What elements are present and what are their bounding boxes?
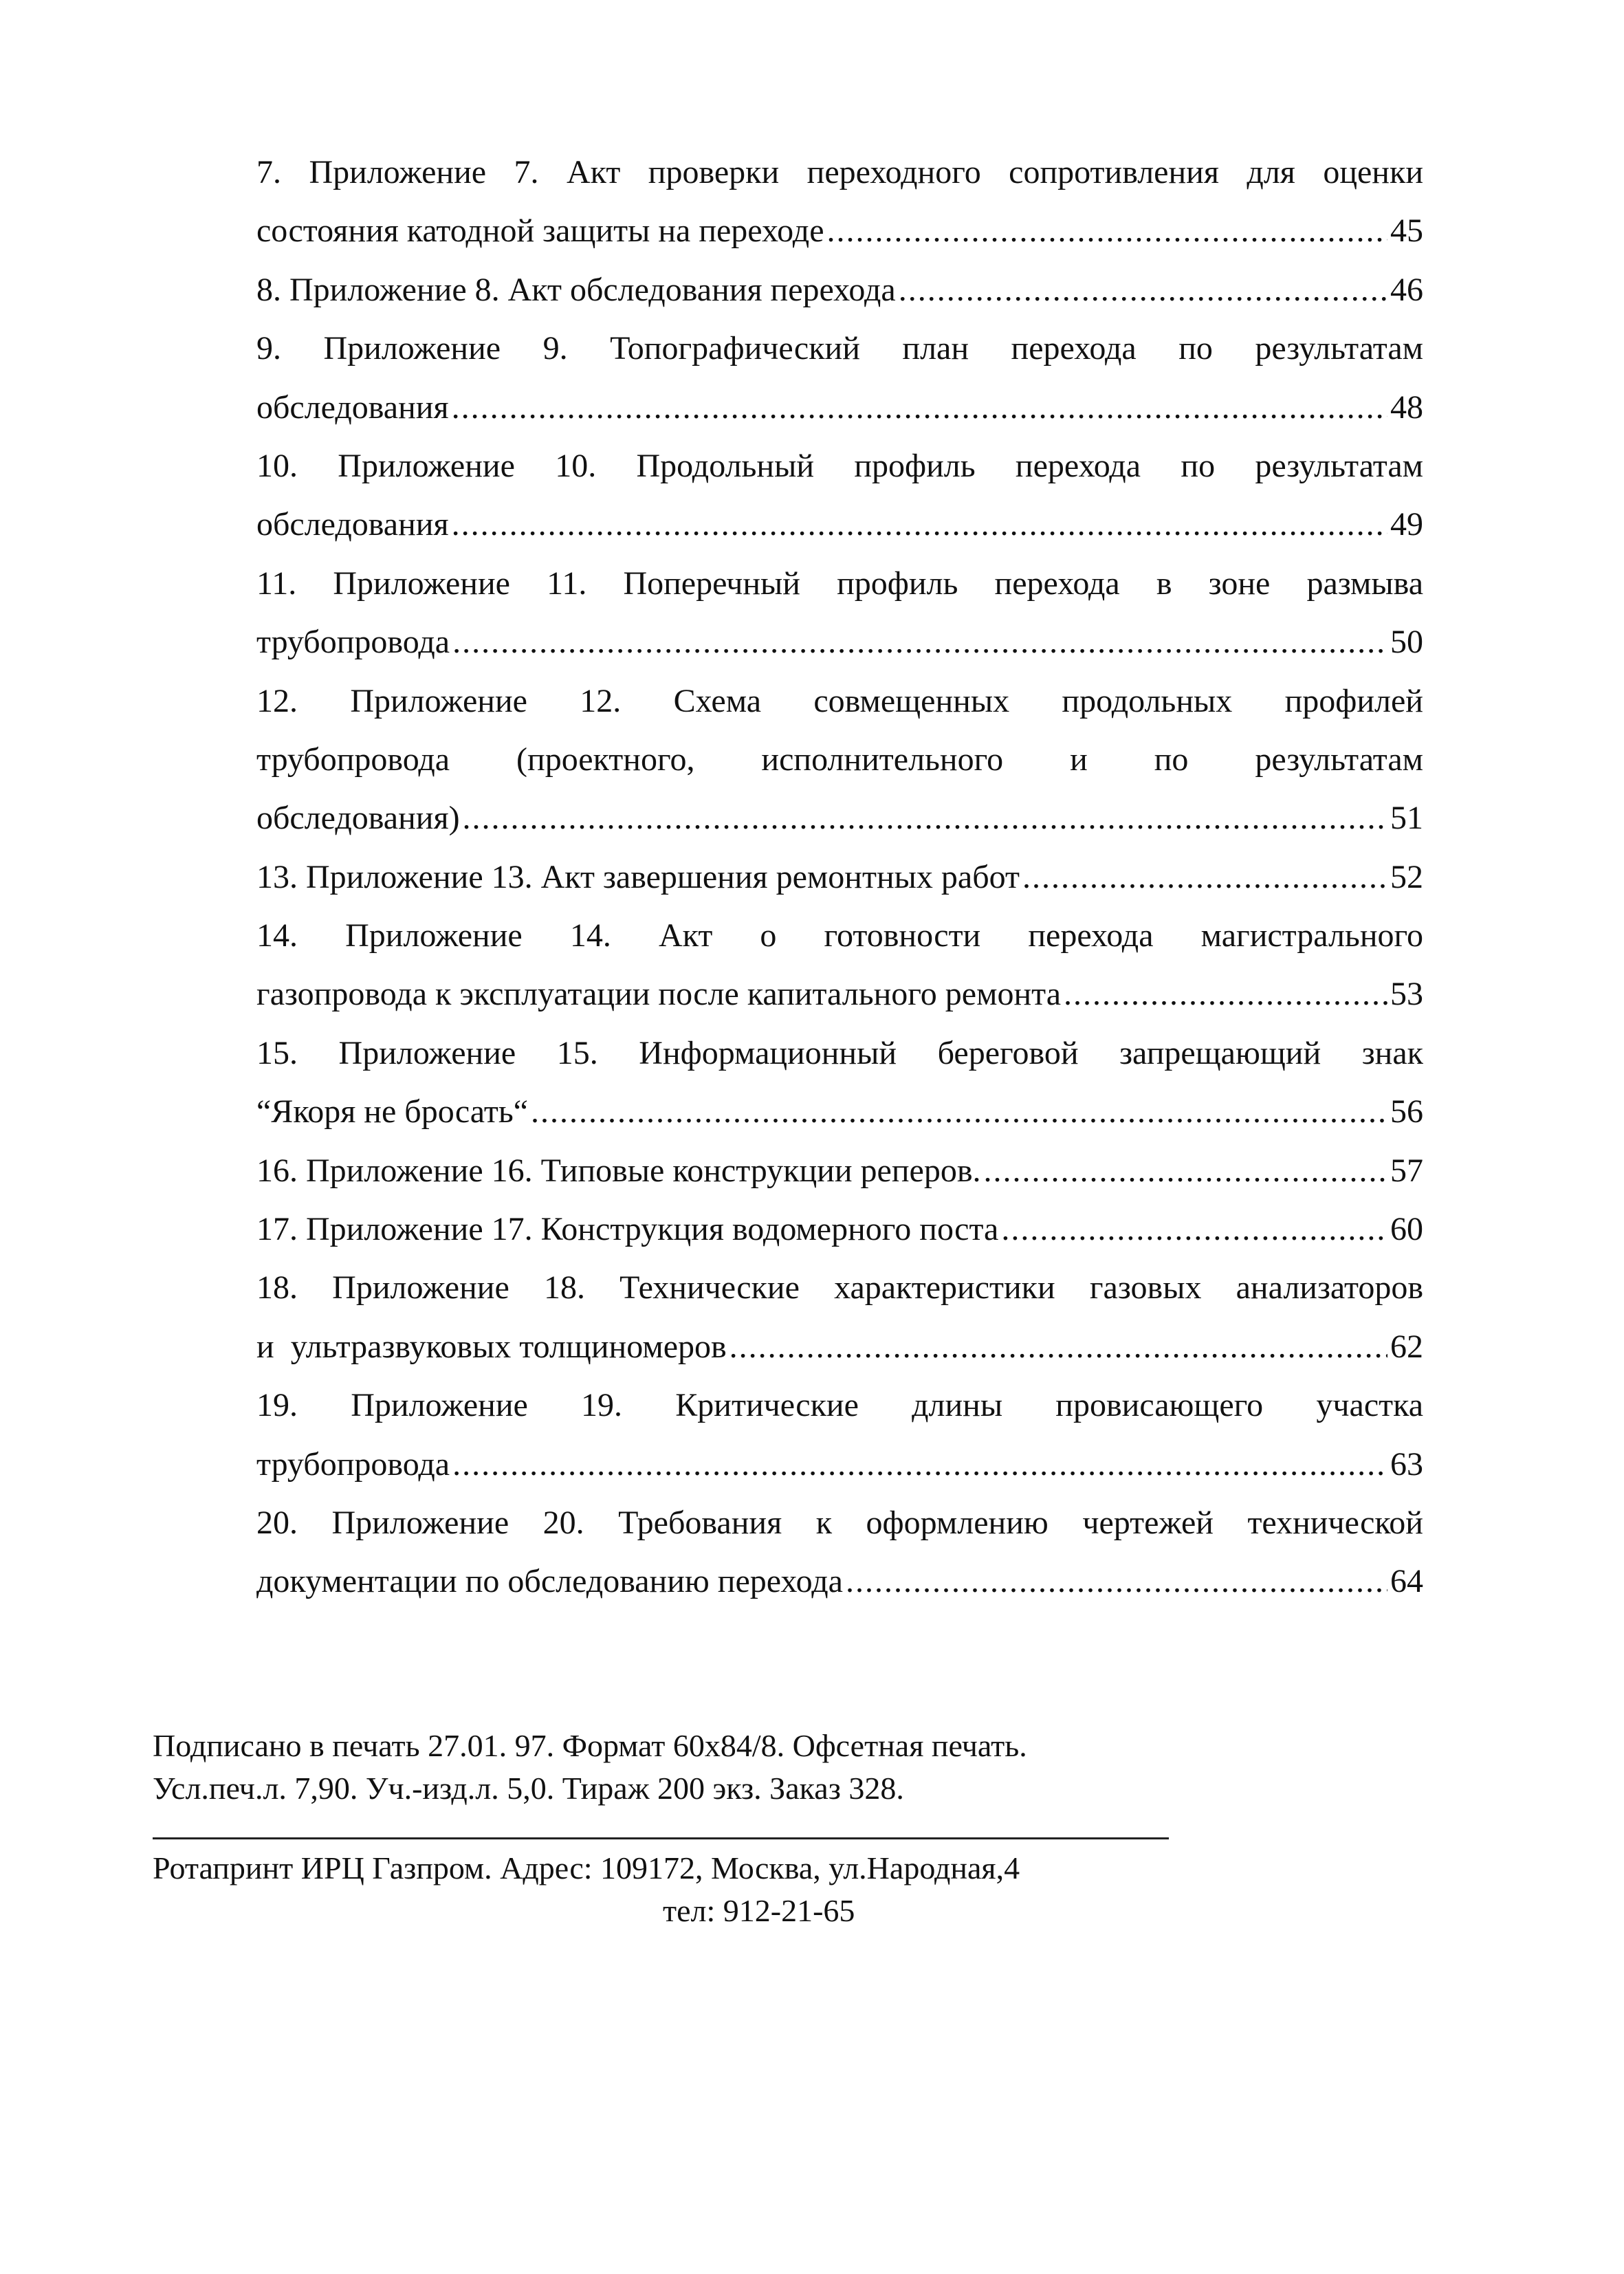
toc-page-number: 57: [1390, 1152, 1423, 1189]
toc-entry-text: 18. Приложение 18. Технические характеристики газовых анализаторов: [256, 1269, 1423, 1307]
toc-body: [256, 143, 1423, 1611]
toc-entry-line: [256, 201, 1423, 260]
toc-entry-text: 12. Приложение 12. Схема совмещенных продольных профилей: [256, 682, 1423, 719]
toc-entry-text: 15. Приложение 15. Информационный береговой запрещающий знак: [256, 1034, 1423, 1071]
publisher-block: [153, 1847, 1184, 1932]
toc-entry-text: документации по обследованию перехода: [256, 1563, 843, 1600]
toc-entry-text: 16. Приложение 16. Типовые конструкции реперов.: [256, 1152, 981, 1189]
toc-page-number: 50: [1390, 624, 1423, 661]
dot-leader: [452, 495, 1387, 554]
toc-entry-text: трубопровода: [256, 1445, 450, 1483]
toc-entry-text: 9. Приложение 9. Топографический план перехода по результатам: [256, 330, 1423, 367]
toc-entry: [256, 1024, 1423, 1141]
toc-entry-text: обследования: [256, 389, 449, 426]
dot-leader: [452, 1435, 1387, 1494]
toc-entry: [256, 906, 1423, 1024]
toc-entry-line: [256, 1435, 1423, 1494]
toc-entry-text: 8. Приложение 8. Акт обследования перехода: [256, 271, 896, 308]
toc-entry-line: [256, 143, 1423, 201]
dot-leader: [452, 378, 1387, 437]
toc-entry: [256, 437, 1423, 554]
toc-page-number: 56: [1390, 1093, 1423, 1130]
toc-entry: [256, 554, 1423, 672]
dot-leader: [531, 1082, 1387, 1141]
toc-entry-line: [256, 789, 1423, 847]
toc-entry-line: [256, 261, 1423, 319]
toc-entry-line: [256, 319, 1423, 378]
dot-leader: [899, 261, 1387, 319]
toc-entry-text: обследования: [256, 506, 449, 543]
toc-entry-text: 11. Приложение 11. Поперечный профиль перехода в зоне размыва: [256, 565, 1423, 602]
toc-entry-line: [256, 1318, 1423, 1376]
toc-entry: [256, 848, 1423, 906]
imprint-line-volume-info: Усл.печ.л. 7,90. Уч.-изд.л. 5,0. Тираж 200 экз. Заказ 328.: [153, 1771, 904, 1806]
toc-entry-line: [256, 730, 1423, 789]
publisher-address: Ротапринт ИРЦ Газпром. Адрес: 109172, Москва, ул.Народная,4: [153, 1850, 1020, 1885]
dot-leader: [984, 1141, 1388, 1200]
toc-entry-line: [256, 1494, 1423, 1552]
toc-entry-text: 13. Приложение 13. Акт завершения ремонтных работ: [256, 858, 1020, 895]
toc-entry-text: “Якоря не бросать“: [256, 1093, 529, 1130]
toc-page-number: 52: [1390, 858, 1423, 895]
toc-entry-text: 17. Приложение 17. Конструкция водомерного поста: [256, 1211, 999, 1248]
toc-entry-line: [256, 378, 1423, 437]
toc-entry-line: [256, 554, 1423, 613]
dot-leader: [846, 1552, 1387, 1610]
imprint-line-print-info: Подписано в печать 27.01. 97. Формат 60x84/8. Офсетная печать.: [153, 1728, 1027, 1763]
toc-page-number: 49: [1390, 506, 1423, 543]
toc-entry-text: 20. Приложение 20. Требования к оформлению чертежей технической: [256, 1504, 1423, 1541]
toc-entry: [256, 1141, 1423, 1200]
toc-page-number: 60: [1390, 1211, 1423, 1248]
imprint-block: [153, 1725, 1184, 1810]
toc-page-number: 46: [1390, 271, 1423, 308]
toc-entry-text: газопровода к эксплуатации после капитального ремонта: [256, 976, 1062, 1013]
toc-page-number: 63: [1390, 1445, 1423, 1483]
toc-entry-text: 7. Приложение 7. Акт проверки переходного сопротивления для оценки: [256, 154, 1423, 190]
toc-entry-line: [256, 1141, 1423, 1200]
toc-page-number: 53: [1390, 976, 1423, 1013]
dot-leader: [827, 201, 1388, 260]
toc-entry: [256, 1200, 1423, 1258]
toc-entry-line: [256, 965, 1423, 1023]
toc-entry: [256, 261, 1423, 319]
toc-entry-text: 10. Приложение 10. Продольный профиль перехода по результатам: [256, 447, 1423, 484]
dot-leader: [1022, 848, 1387, 906]
toc-entry-line: [256, 848, 1423, 906]
toc-entry-line: [256, 495, 1423, 554]
toc-entry-text: 14. Приложение 14. Акт о готовности перехода магистрального: [256, 917, 1423, 954]
toc-page-number: 45: [1390, 212, 1423, 250]
toc-entry-text: состояния катодной защиты на переходе: [256, 212, 824, 250]
divider-rule: [153, 1837, 1169, 1839]
toc-entry-text: 19. Приложение 19. Критические длины провисающего участка: [256, 1387, 1423, 1424]
dot-leader: [729, 1318, 1387, 1376]
toc-entry: [256, 1258, 1423, 1376]
toc-entry-line: [256, 613, 1423, 671]
toc-entry-line: [256, 1082, 1423, 1141]
dot-leader: [1064, 965, 1387, 1023]
toc-page-number: 64: [1390, 1563, 1423, 1600]
toc-entry: [256, 319, 1423, 437]
toc-entry-text: обследования): [256, 800, 460, 837]
toc-page-number: 62: [1390, 1328, 1423, 1365]
toc-entry-text: и ультразвуковых толщиномеров: [256, 1328, 727, 1365]
dot-leader: [463, 789, 1387, 847]
toc-entry-line: [256, 1258, 1423, 1317]
toc-page-number: 51: [1390, 800, 1423, 837]
dot-leader: [1001, 1200, 1387, 1258]
toc-entry-line: [256, 1552, 1423, 1610]
toc-entry-line: [256, 672, 1423, 730]
toc-page-number: 48: [1390, 389, 1423, 426]
dot-leader: [452, 613, 1387, 671]
toc-entry-line: [256, 1376, 1423, 1434]
toc-entry-line: [256, 1200, 1423, 1258]
toc-entry-text: трубопровода: [256, 624, 450, 661]
toc-entry-line: [256, 437, 1423, 495]
toc-entry-text: трубопровода (проектного, исполнительного и по результатам: [256, 741, 1423, 778]
toc-entry: [256, 143, 1423, 261]
table-of-contents: [256, 143, 1423, 1611]
toc-entry: [256, 672, 1423, 848]
toc-entry-line: [256, 1024, 1423, 1082]
toc-entry: [256, 1494, 1423, 1611]
publisher-phone: тел: 912-21-65: [663, 1893, 855, 1928]
toc-entry: [256, 1376, 1423, 1494]
toc-entry-line: [256, 906, 1423, 965]
